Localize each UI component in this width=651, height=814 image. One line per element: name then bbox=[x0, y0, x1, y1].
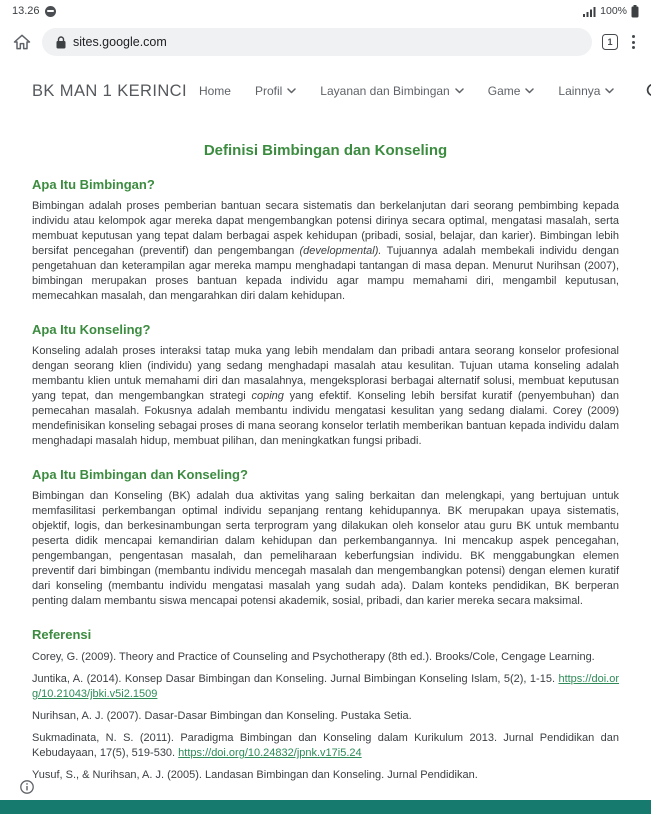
section-paragraph: Bimbingan adalah proses pemberian bantuan secara sistematis dan berkelanjutan dari seorang pembimbing kepada individu atau kelompok agar mereka dapat mengembangkan potensi dirinya secara optimal, mengatasi masalah, serta membuat keputusan yang tepat dalam berbagai aspek kehidupan (pribadi, sosial, belajar, dan karier). Bimbingan lebih bersifat pencegahan (preventif) dan pengembangan (developmental). Tujuannya adalah membekali individu dengan pengetahuan dan keterampilan agar mereka mampu menghadapi tantangan di masa depan. Menurut Nurihsan (2007), bimbingan merupakan proses bantuan kepada individu agar mampu memahami diri, mengambil keputusan, memecahkan masalah, dan mengarahkan diri dalam kehidupan. bbox=[32, 200, 619, 302]
reference-link[interactable]: https://doi.org/10.21043/jbki.v5i2.1509 bbox=[32, 673, 619, 700]
section-heading: Apa Itu Konseling? bbox=[32, 322, 151, 337]
battery-icon bbox=[631, 5, 639, 18]
footer-bar bbox=[0, 800, 651, 814]
chevron-down-icon bbox=[287, 88, 296, 94]
nav-item-lainnya[interactable] bbox=[558, 84, 614, 98]
content-section bbox=[32, 467, 619, 609]
content-section bbox=[32, 177, 619, 304]
nav-item-layanan-dan-bimbingan[interactable] bbox=[320, 84, 463, 98]
nav-item-label: Game bbox=[487, 84, 521, 98]
nav-item-home[interactable] bbox=[199, 84, 231, 98]
reference-link[interactable]: https://doi.org/10.24832/jpnk.v17i5.24 bbox=[178, 747, 362, 759]
references-heading: Referensi bbox=[32, 627, 92, 642]
status-bar bbox=[0, 0, 651, 22]
status-time: 13.26 bbox=[12, 5, 40, 17]
chevron-down-icon bbox=[455, 88, 464, 94]
chevron-down-icon bbox=[525, 88, 534, 94]
nav-item-profil[interactable] bbox=[255, 84, 296, 98]
chevron-down-icon bbox=[605, 88, 614, 94]
tab-counter-button[interactable] bbox=[602, 34, 618, 50]
reference-item: Sukmadinata, N. S. (2011). Paradigma Bimbingan dan Konseling dalam Kurikulum 2013. Jurnal Pendidikan dan Kebudayaan, 17(5), 519-530. https://doi.org/10.24832/jpnk.v17i5.24 bbox=[32, 732, 619, 759]
reference-item: Nurihsan, A. J. (2007). Dasar-Dasar Bimbingan dan Konseling. Pustaka Setia. bbox=[32, 710, 412, 722]
content-section bbox=[32, 322, 619, 449]
do-not-disturb-icon bbox=[45, 6, 56, 17]
nav-item-label: Home bbox=[198, 84, 231, 98]
tab-count: 1 bbox=[607, 37, 613, 47]
nav-item-label: Layanan dan Bimbingan bbox=[320, 84, 450, 98]
nav-item-label: Lainnya bbox=[558, 84, 601, 98]
url-bar[interactable] bbox=[42, 28, 592, 56]
section-heading: Apa Itu Bimbingan? bbox=[32, 177, 155, 192]
info-icon bbox=[20, 780, 34, 794]
reference-item: Juntika, A. (2014). Konsep Dasar Bimbingan dan Konseling. Jurnal Bimbingan Konseling Islam, 5(2), 1-15. https://doi.org/10.21043/jbki.v5i2.1509 bbox=[32, 673, 619, 700]
battery-percent: 100% bbox=[600, 5, 627, 17]
section-heading: Apa Itu Bimbingan dan Konseling? bbox=[32, 467, 248, 482]
search-icon bbox=[646, 83, 651, 100]
nav-item-game[interactable] bbox=[488, 84, 535, 98]
reference-item: Corey, G. (2009). Theory and Practice of Counseling and Psychotherapy (8th ed.). Brooks/Cole, Cengage Learning. bbox=[32, 651, 595, 663]
site-nav bbox=[199, 84, 615, 98]
page-title: Definisi Bimbingan dan Konseling bbox=[203, 142, 448, 159]
nav-item-label: Profil bbox=[254, 84, 283, 98]
url-text: sites.google.com bbox=[73, 35, 167, 49]
section-paragraph: Konseling adalah proses interaksi tatap muka yang lebih mendalam dan pribadi antara seorang konselor profesional dengan seorang klien (individu) yang sedang menghadapi masalah atau kesulitan. Tujuan utama konseling adalah membantu klien untuk memahami diri dan masalahnya, mengeksplorasi berbagai alternatif solusi, membuat keputusan yang tepat, dan mengembangkan strategi coping yang efektif. Konseling lebih bersifat kuratif (penyembuhan) dan pemecahan masalah. Fokusnya adalah membantu individu mengatasi kesulitan yang sedang dialami. Corey (2009) mendefinisikan konseling sebagai proses di mana seorang konselor terlatih memberikan bantuan kepada individu dalam menghadapi masalah hidup, membuat pilihan, dan meningkatkan fungsi pribadi. bbox=[32, 345, 619, 447]
lock-icon bbox=[56, 36, 66, 49]
reference-item: Yusuf, S., & Nurihsan, A. J. (2005). Landasan Bimbingan dan Konseling. Jurnal Pendidikan. bbox=[32, 769, 478, 781]
home-button[interactable] bbox=[12, 32, 32, 52]
site-header bbox=[0, 62, 651, 120]
browser-menu-button[interactable] bbox=[628, 33, 639, 51]
page-content bbox=[0, 142, 651, 783]
signal-icon bbox=[583, 6, 596, 17]
references-section bbox=[32, 627, 619, 783]
browser-toolbar bbox=[0, 22, 651, 62]
section-paragraph: Bimbingan dan Konseling (BK) adalah dua aktivitas yang saling berkaitan dan melengkapi, yang bertujuan untuk memfasilitasi perkembangan optimal individu sepanjang rentang kehidupannya. BK merupakan upaya sistematis, objektif, logis, dan berkesinambungan serta terprogram yang dilakukan oleh konselor atau guru BK untuk membantu peserta didik mencapai kemandirian dalam kehidupan dan perkembangannya. Ini mencakup aspek pencegahan, pengembangan, pengentasan masalah, dan pemeliharaan keberfungsian individu. BK menggabungkan elemen preventif dari bimbingan (membantu individu mencegah masalah dan mengembangkan potensi) dengan elemen kuratif dari konseling (membantu individu mengatasi masalah yang sudah ada). Dalam konteks pendidikan, BK berperan penting dalam membantu siswa mencapai potensi akademik, sosial, pribadi, dan karier mereka secara maksimal. bbox=[32, 490, 619, 607]
site-title[interactable]: BK MAN 1 KERINCI bbox=[32, 81, 187, 100]
search-button[interactable] bbox=[646, 83, 651, 100]
info-button[interactable] bbox=[20, 780, 34, 794]
